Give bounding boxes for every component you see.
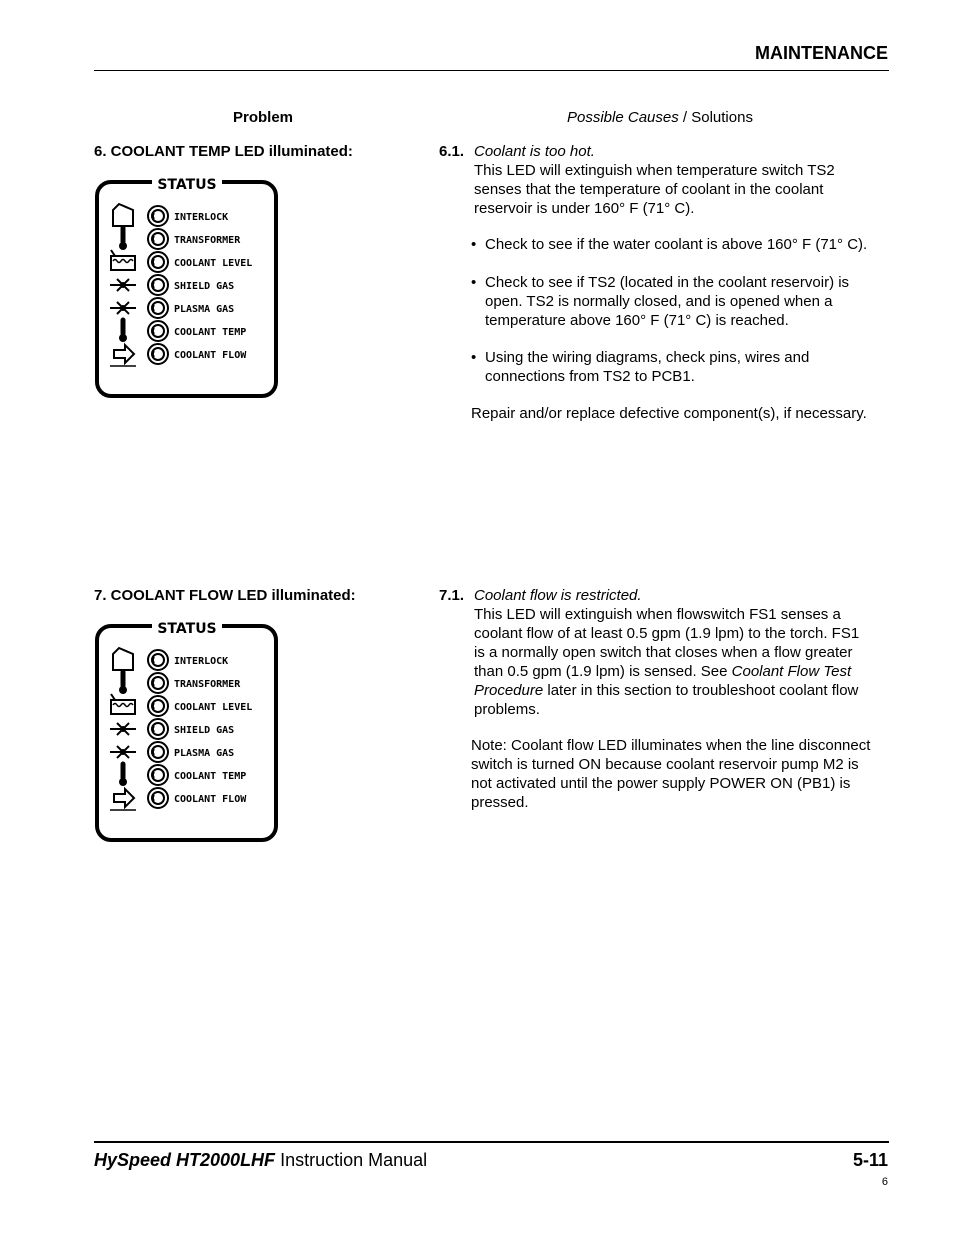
status-row [111, 694, 252, 716]
bullet-text: Check to see if the water coolant is above 160° F (71° C). [485, 236, 868, 253]
status-row [111, 250, 252, 272]
status-panel-coolant-temp [94, 178, 280, 400]
status-row [110, 298, 234, 318]
causes-heading-italic: Possible Causes [567, 109, 679, 126]
bullet-dot: • [471, 236, 477, 253]
status-label: PLASMA GAS [174, 748, 235, 759]
coolant-tank-icon [111, 250, 135, 270]
thermometer-icon [119, 764, 127, 786]
interlock-icon [113, 648, 133, 670]
bullet-dot: • [471, 349, 477, 366]
status-led [148, 206, 168, 226]
status-row [113, 204, 228, 226]
problem-7-title: 7. COOLANT FLOW LED illuminated: [94, 587, 356, 604]
text-line: open. TS2 is normally closed, and is opened when a [485, 293, 833, 310]
cause-7-1-number: 7.1. [439, 587, 465, 604]
text-line: temperature above 160° F (71° C) is reached. [485, 312, 789, 329]
problem-6-title: 6. COOLANT TEMP LED illuminated: [94, 143, 353, 160]
status-label: SHIELD GAS [174, 725, 235, 736]
thermometer-icon [119, 320, 127, 342]
status-led [148, 229, 168, 249]
bullet-item [471, 235, 891, 254]
status-led [148, 765, 168, 785]
status-label: COOLANT TEMP [174, 771, 247, 782]
status-led [148, 298, 168, 318]
text-line: is a normally open switch that closes when a flow greater [474, 644, 853, 661]
text-line: not activated until the power supply POWER ON (PB1) is [471, 775, 851, 792]
footer-brand: HySpeed HT2000LHF [94, 1150, 276, 1170]
status-label: PLASMA GAS [174, 304, 235, 315]
header-rule [94, 70, 889, 71]
text-line [474, 662, 859, 681]
status-label: COOLANT FLOW [174, 794, 247, 805]
text-line: pressed. [471, 794, 529, 811]
text-line: Using the wiring diagrams, check pins, wires and [485, 349, 810, 366]
text-line: senses that the temperature of coolant in the coolant [474, 181, 824, 198]
status-led [148, 788, 168, 808]
text-line: switch is turned ON because coolant reservoir pump M2 is [471, 756, 859, 773]
cause-6-1-title: Coolant is too hot. [474, 143, 595, 160]
cause-6-1-number: 6.1. [439, 143, 465, 160]
status-row [119, 320, 246, 342]
repair-note: Repair and/or replace defective component(s), if necessary. [471, 405, 867, 422]
status-row [119, 228, 241, 250]
text-line: This LED will extinguish when flowswitch FS1 senses a [474, 606, 841, 623]
text-span: than 0.5 gpm (1.9 lpm) is sensed. See [474, 663, 732, 680]
bullet-item [471, 348, 891, 386]
status-row [113, 648, 228, 670]
status-label: TRANSFORMER [174, 679, 241, 690]
status-label: COOLANT TEMP [174, 327, 247, 338]
page-number: 5-11 [852, 1150, 888, 1170]
text-line: Note: Coolant flow LED illuminates when the line disconnect [471, 737, 871, 754]
flow-test-reference: Coolant Flow Test [731, 663, 852, 680]
shield-gas-valve-icon [110, 279, 136, 291]
status-led [148, 696, 168, 716]
shield-gas-valve-icon [110, 723, 136, 735]
text-line: Check to see if TS2 (located in the coolant reservoir) is [485, 274, 850, 291]
coolant-flow-note [471, 736, 870, 812]
thermometer-icon [119, 228, 127, 250]
coolant-tank-icon [111, 694, 135, 714]
status-row [110, 719, 234, 739]
flow-arrow-icon [110, 789, 136, 810]
cause-6-1-description [474, 161, 835, 218]
text-span: later in this section to troubleshoot coolant flow [543, 682, 859, 699]
footer-manual: Instruction Manual [275, 1150, 428, 1170]
interlock-icon [113, 204, 133, 226]
text-line: reservoir is under 160° F (71° C). [474, 200, 695, 217]
status-led [148, 252, 168, 272]
causes-heading-rest: / Solutions [678, 109, 753, 126]
status-label: SHIELD GAS [174, 281, 235, 292]
footer-manual-title [94, 1150, 427, 1171]
text-line: This LED will extinguish when temperature switch TS2 [474, 162, 835, 179]
text-line [474, 681, 859, 700]
status-label: INTERLOCK [174, 656, 229, 667]
plasma-gas-valve-icon [110, 302, 136, 314]
status-led [148, 650, 168, 670]
cause-7-1-title: Coolant flow is restricted. [474, 587, 642, 604]
text-line: coolant flow of at least 0.5 gpm (1.9 lpm) to the torch. FS1 [474, 625, 860, 642]
flow-test-reference: Procedure [474, 682, 544, 699]
text-line: problems. [474, 701, 540, 718]
status-label: COOLANT LEVEL [174, 702, 253, 713]
status-row [110, 344, 247, 366]
page-index: 6 [881, 1176, 888, 1188]
status-label: COOLANT LEVEL [174, 258, 253, 269]
flow-arrow-icon [110, 345, 136, 366]
status-label: COOLANT FLOW [174, 350, 247, 361]
status-led [148, 742, 168, 762]
status-title: STATUS [157, 622, 217, 637]
status-led [148, 275, 168, 295]
status-led [148, 673, 168, 693]
plasma-gas-valve-icon [110, 746, 136, 758]
status-panel-coolant-flow [94, 622, 280, 844]
causes-column-heading [567, 109, 753, 126]
bullet-dot: • [471, 274, 477, 291]
status-label: TRANSFORMER [174, 235, 241, 246]
status-row [119, 764, 246, 786]
thermometer-icon [119, 672, 127, 694]
status-row [110, 275, 234, 295]
text-line: connections from TS2 to PCB1. [485, 368, 695, 385]
footer-rule [94, 1141, 889, 1143]
status-row [110, 742, 234, 762]
status-row [119, 672, 241, 694]
problem-column-heading: Problem [233, 109, 294, 126]
status-led [148, 719, 168, 739]
status-label: INTERLOCK [174, 212, 229, 223]
cause-7-1-description [474, 605, 859, 719]
bullet-item [471, 273, 891, 330]
status-led [148, 321, 168, 341]
status-led [148, 344, 168, 364]
status-title: STATUS [157, 178, 217, 193]
section-title: MAINTENANCE [755, 43, 888, 63]
status-row [110, 788, 247, 810]
